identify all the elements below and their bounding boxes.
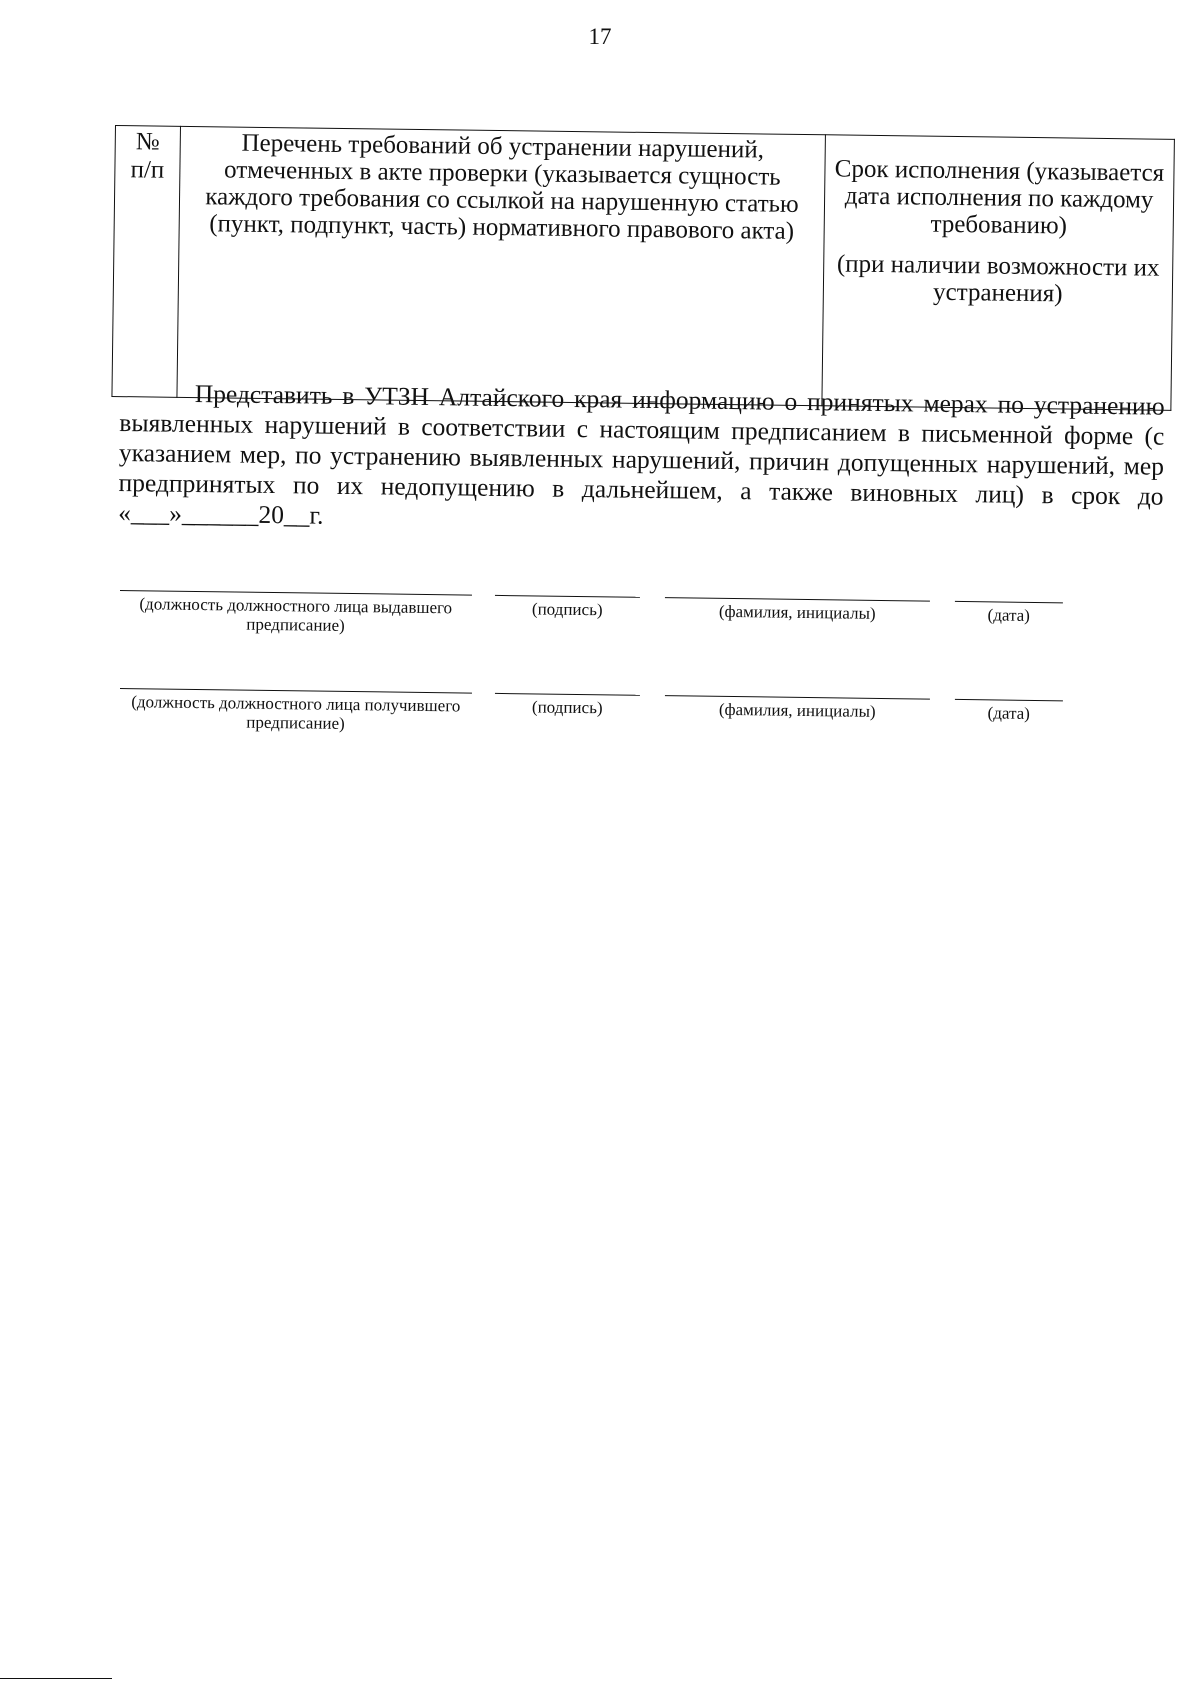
column-deadline-header (822, 135, 1175, 411)
receiver-date-field: (дата) (955, 699, 1063, 723)
receiver-signature-field: (подпись) (495, 693, 640, 718)
number-abbrev: п/п (130, 156, 165, 184)
page-number: 17 (588, 24, 612, 49)
deadline-note: (при наличии возможности их устранения) (836, 250, 1160, 308)
requirements-table (111, 125, 1174, 411)
issuer-name-field: (фамилия, инициалы) (665, 597, 930, 623)
number-sign: № (135, 128, 160, 156)
issuer-position-field: (должность должностного лица выдавшего предписание) (119, 590, 472, 637)
table-header-row (112, 126, 1174, 411)
receiver-position-field: (должность должностного лица получившего предписание) (119, 688, 472, 735)
footnote-separator (0, 1678, 112, 1679)
column-requirements-header: Перечень требований об устранении нарушений, отмеченных в акте проверки (указывается сущность каждого требования со ссылкой на нарушенную статью (пункт, подпункт, часть) нормативного правового акта) (177, 126, 825, 405)
issuer-signature-field: (подпись) (495, 595, 640, 620)
instruction-paragraph: Представить в УТЗН Алтайского края информацию о принятых мерах по устранению выявленных нарушений в соответствии с настоящим предписанием в письменной форме (с указанием мер, по устранению выявленных нарушений, причин допущенных нарушений, мер предпринятых по их недопущению в дальнейшем, а также виновных лиц) в срок до «___»______20__г. (118, 378, 1165, 530)
signature-row-receiver (119, 688, 1180, 772)
signature-row-issuer (119, 590, 1180, 674)
deadline-title: Срок исполнения (указывается дата исполнения по каждому требованию) (834, 155, 1165, 240)
issuer-date-field: (дата) (955, 601, 1063, 625)
column-number-header (112, 126, 181, 398)
receiver-name-field: (фамилия, инициалы) (665, 695, 930, 721)
